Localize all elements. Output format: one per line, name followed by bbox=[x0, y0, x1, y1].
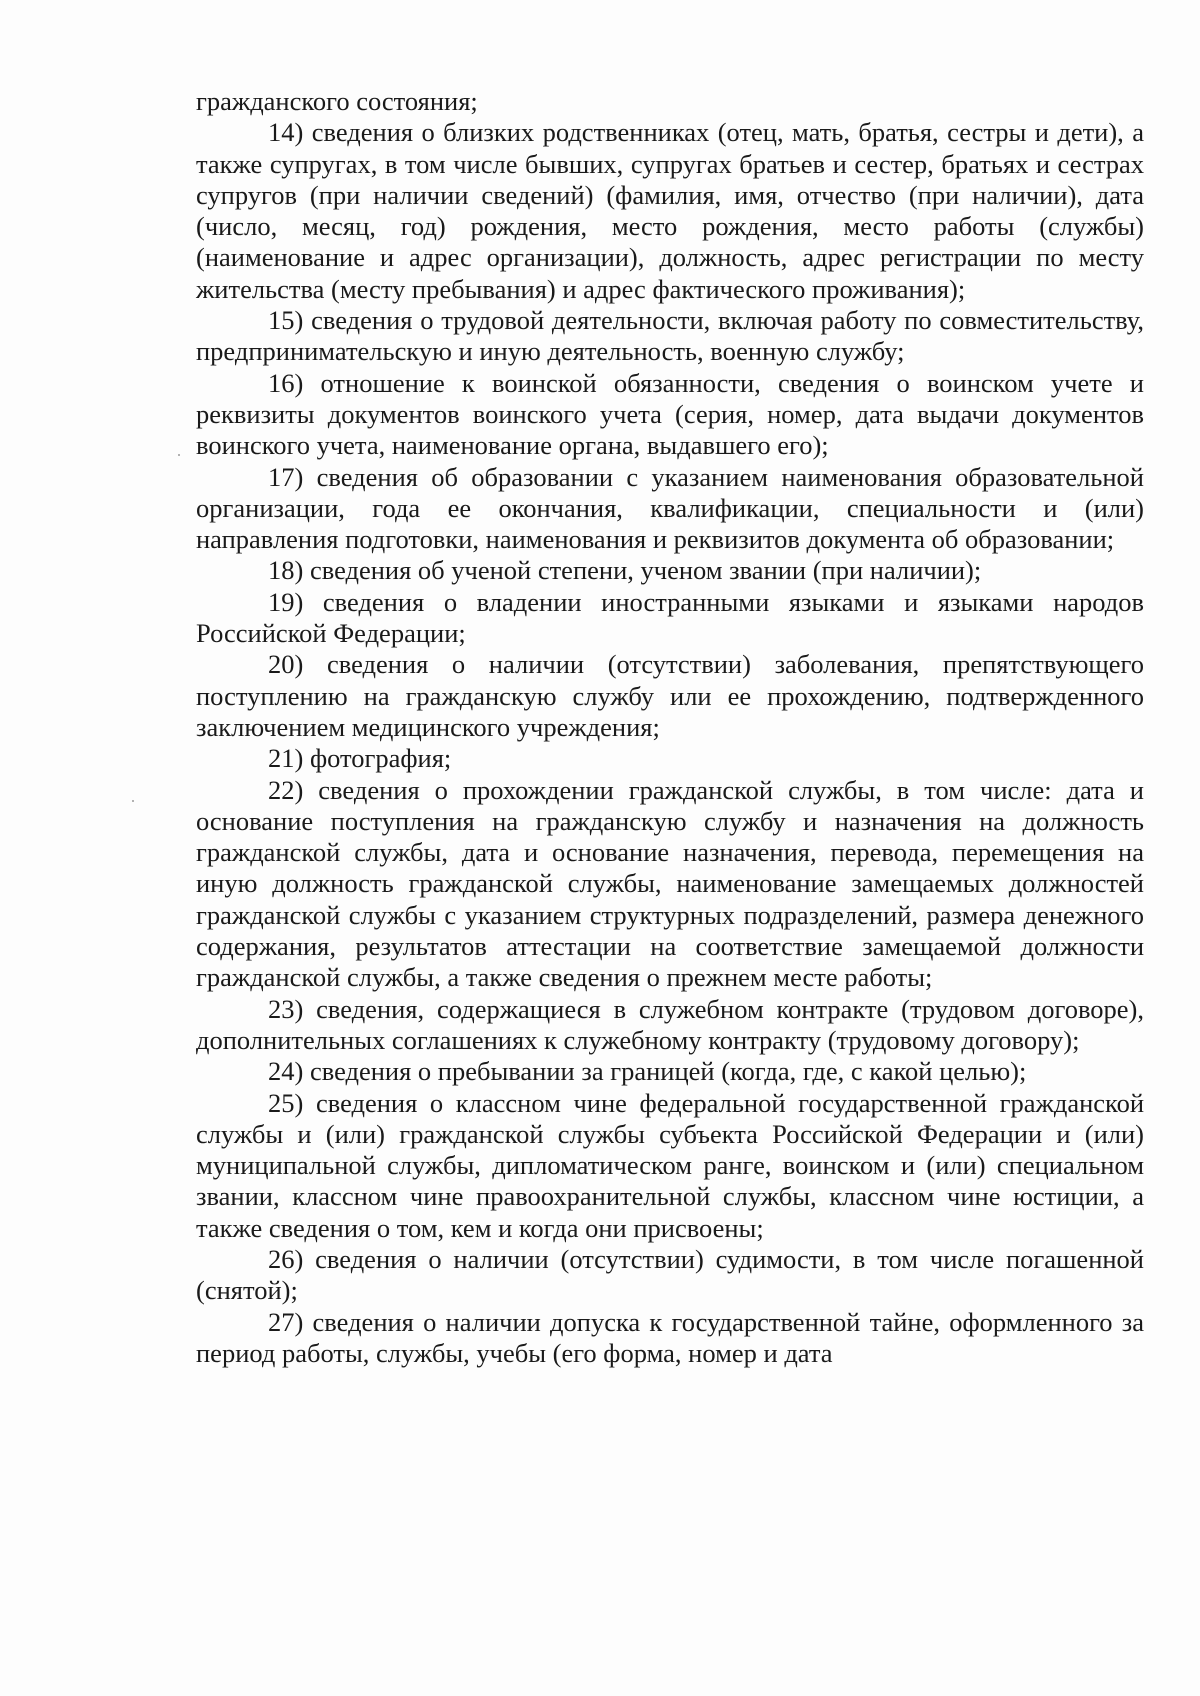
paragraph-item-25: 25) сведения о классном чине федеральной государственной гражданской службы и (или) гражданской службы субъекта Российской Федерации и (или) муниципальной службы, дипломатическом ранге, воинском и (или) специальном звании, классном чине правоохранительной службы, классном чине юстиции, а также сведения о том, кем и когда они присвоены; bbox=[196, 1087, 1144, 1243]
paragraph-item-15: 15) сведения о трудовой деятельности, включая работу по совместительству, предпринимательскую и иную деятельность, военную службу; bbox=[196, 305, 1144, 367]
paragraph-item-18: 18) сведения об ученой степени, ученом звании (при наличии); bbox=[268, 555, 982, 586]
paragraph-item-16: 16) отношение к воинской обязанности, сведения о воинском учете и реквизиты документов воинского учета (серия, номер, дата выдачи документов воинского учета, наименование органа, выдавшего его); bbox=[196, 367, 1144, 461]
paragraph-item-14: 14) сведения о близких родственниках (отец, мать, братья, сестры и дети), а также супругах, в том числе бывших, супругах братьев и сестер, братьях и сестрах супругов (при наличии сведений) (фамилия, имя, отчество (при наличии), дата (число, месяц, год) рождения, место рождения, место работы (службы) (наименование и адрес организации), должность, адрес регистрации по месту жительства (месту пребывания) и адрес фактического проживания); bbox=[196, 117, 1144, 304]
scan-speck bbox=[178, 454, 180, 456]
paragraph-item-26: 26) сведения о наличии (отсутствии) судимости, в том числе погашенной (снятой); bbox=[196, 1243, 1144, 1306]
paragraph-item-17: 17) сведения об образовании с указанием наименования образовательной организации, года ее окончания, квалификации, специальности и (или) направления подготовки, наименования и реквизитов документа об образовании; bbox=[196, 461, 1144, 555]
paragraph-item-21: 21) фотография; bbox=[268, 743, 452, 774]
paragraph-item-22: 22) сведения о прохождении гражданской службы, в том числе: дата и основание поступления на гражданскую службу и назначения на должность гражданской службы, дата и основание назначения, перевода, перемещения на иную должность гражданской службы, наименование замещаемых должностей гражданской службы с указанием структурных подразделений, размера денежного содержания, результатов аттестации на соответствие замещаемой должности гражданской службы, а также сведения о прежнем месте работы; bbox=[196, 774, 1144, 993]
paragraph-item-19: 19) сведения о владении иностранными языками и языками народов Российской Федерации; bbox=[196, 586, 1144, 649]
paragraph-item-24: 24) сведения о пребывании за границей (когда, где, с какой целью); bbox=[268, 1056, 1027, 1087]
paragraph-continuation: гражданского состояния; bbox=[196, 86, 478, 116]
paragraph-item-23: 23) сведения, содержащиеся в служебном контракте (трудовом договоре), дополнительных соглашениях к служебному контракту (трудовому договору); bbox=[196, 993, 1144, 1055]
scan-speck bbox=[132, 800, 134, 802]
document-body bbox=[196, 86, 1144, 1369]
paragraph-item-20: 20) сведения о наличии (отсутствии) заболевания, препятствующего поступлению на гражданскую службу или ее прохождению, подтвержденного заключением медицинского учреждения; bbox=[196, 649, 1144, 742]
paragraph-item-27: 27) сведения о наличии допуска к государственной тайне, оформленного за период работы, службы, учебы (его форма, номер и дата bbox=[196, 1306, 1144, 1368]
